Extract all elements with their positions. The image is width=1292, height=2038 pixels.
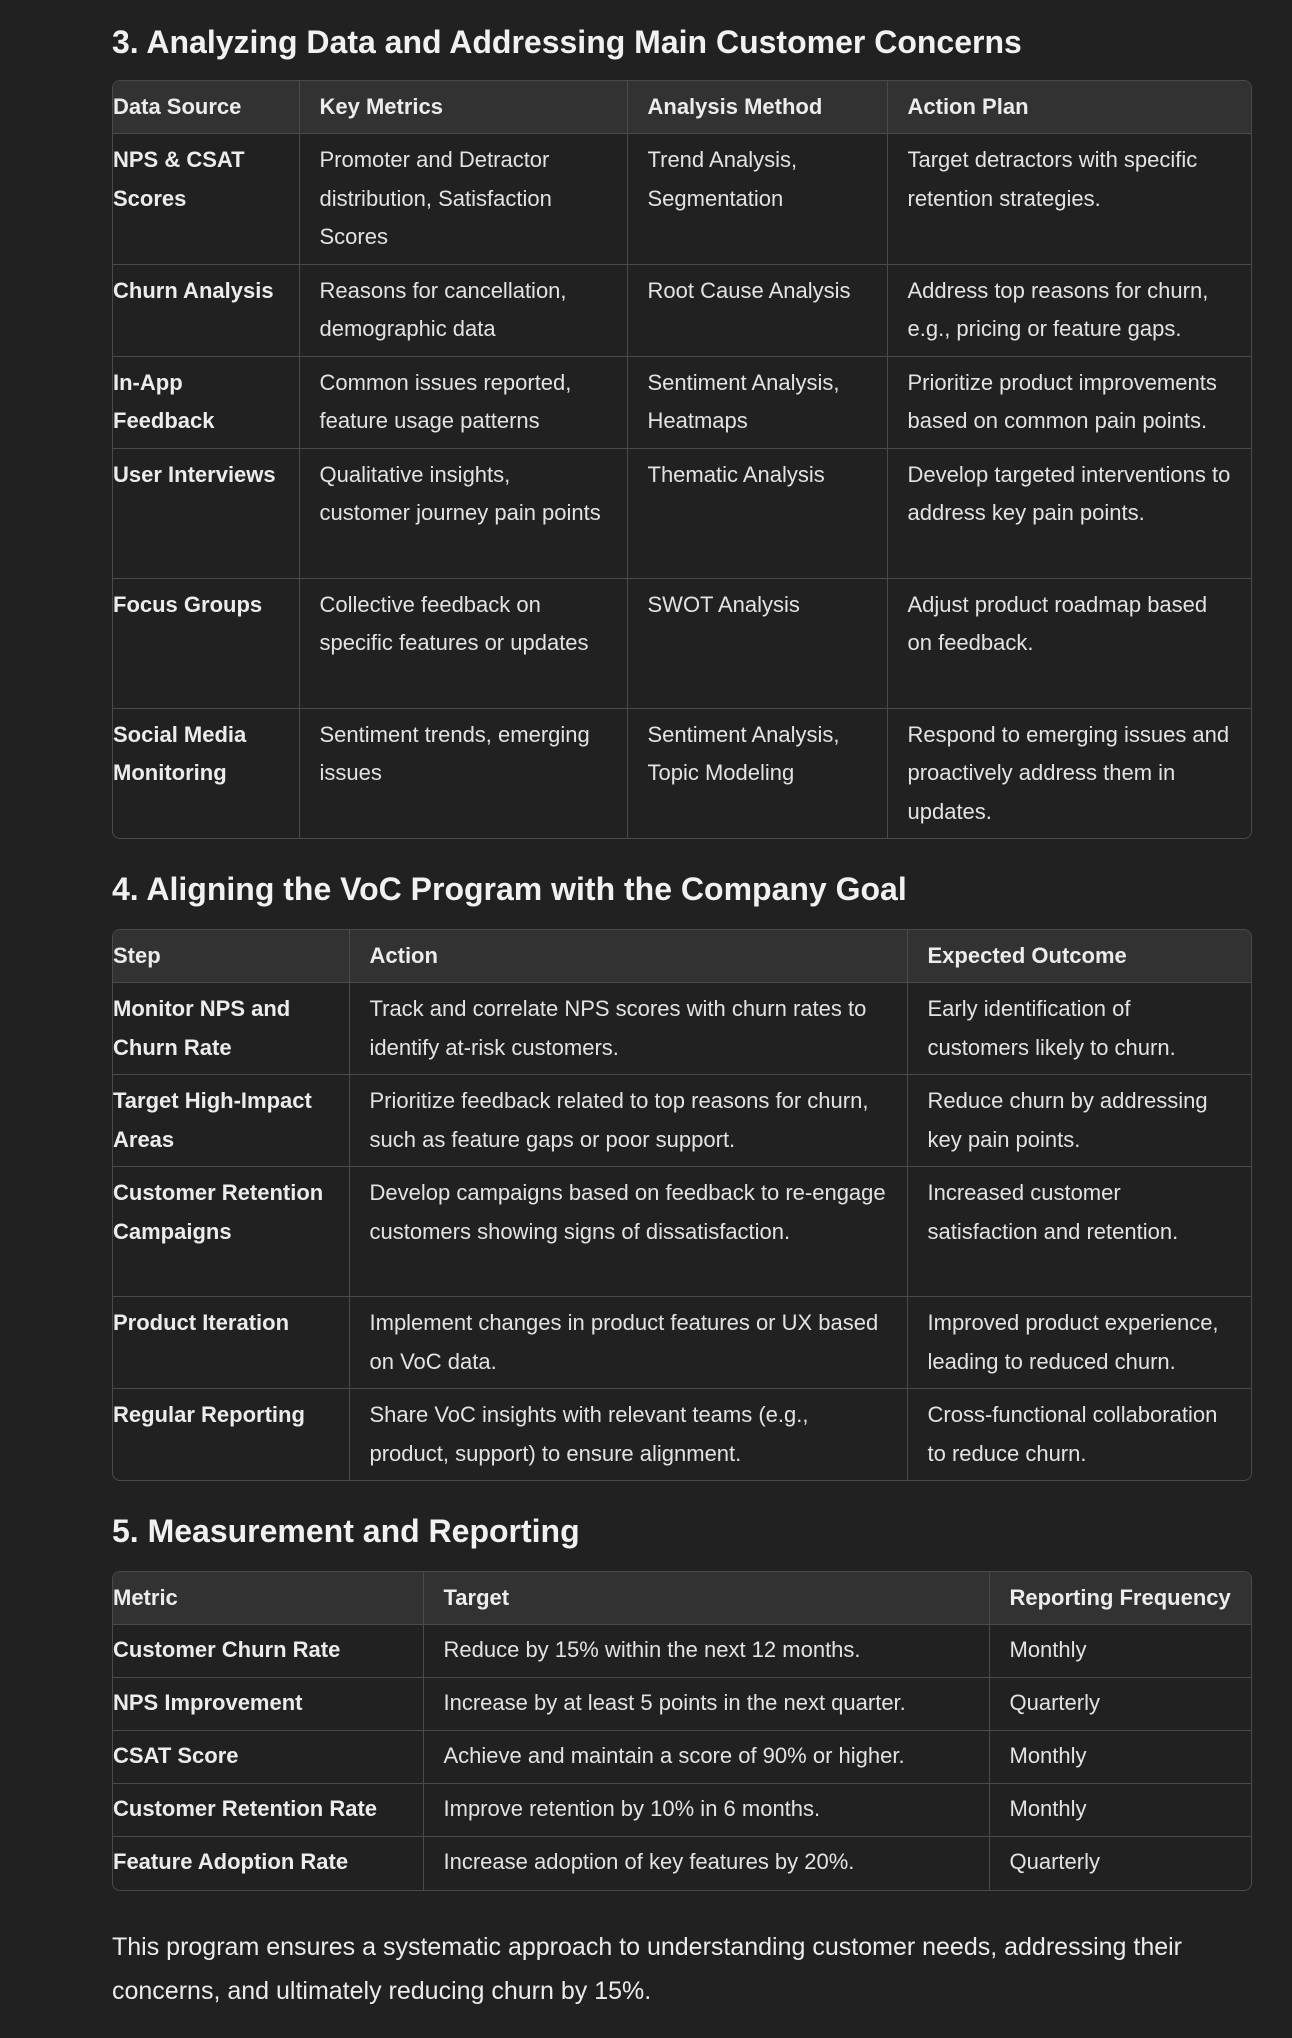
table-row	[113, 1075, 1252, 1167]
table-cell: Reduce by 15% within the next 12 months.	[423, 1625, 989, 1678]
table-row	[113, 1731, 1252, 1784]
response-content	[112, 0, 1252, 2038]
table-cell: User Interviews	[113, 448, 299, 578]
table-cell: Sentiment Analysis, Topic Modeling	[627, 708, 887, 838]
table-cell: Cross-functional collaboration to reduce churn.	[907, 1389, 1252, 1481]
table-header-row	[113, 81, 1252, 134]
table-cell: Churn Analysis	[113, 264, 299, 356]
table-cell: Reduce churn by addressing key pain points.	[907, 1075, 1252, 1167]
data-analysis-table-wrapper	[112, 80, 1252, 839]
table-cell: CSAT Score	[113, 1731, 423, 1784]
table-row	[113, 134, 1252, 265]
table-cell: SWOT Analysis	[627, 578, 887, 708]
table-row	[113, 1167, 1252, 1297]
table-cell: Quarterly	[989, 1837, 1252, 1890]
table-cell: NPS Improvement	[113, 1678, 423, 1731]
table-cell: Common issues reported, feature usage patterns	[299, 356, 627, 448]
column-header: Action Plan	[887, 81, 1252, 134]
table-cell: Implement changes in product features or UX based on VoC data.	[349, 1297, 907, 1389]
column-header: Data Source	[113, 81, 299, 134]
column-header: Expected Outcome	[907, 930, 1252, 983]
table-cell: Sentiment Analysis, Heatmaps	[627, 356, 887, 448]
column-header: Metric	[113, 1572, 423, 1625]
table-cell: Respond to emerging issues and proactively address them in updates.	[887, 708, 1252, 838]
section-3-heading: 3. Analyzing Data and Addressing Main Customer Concerns	[112, 24, 1022, 60]
table-cell: Monthly	[989, 1784, 1252, 1837]
column-header: Reporting Frequency	[989, 1572, 1252, 1625]
table-cell: Sentiment trends, emerging issues	[299, 708, 627, 838]
table-row	[113, 1678, 1252, 1731]
table-cell: Root Cause Analysis	[627, 264, 887, 356]
section-4-heading: 4. Aligning the VoC Program with the Company Goal	[112, 871, 907, 907]
table-row	[113, 1297, 1252, 1389]
table-header-row	[113, 1572, 1252, 1625]
table-cell: Prioritize product improvements based on common pain points.	[887, 356, 1252, 448]
table-cell: Collective feedback on specific features or updates	[299, 578, 627, 708]
alignment-table	[113, 930, 1252, 1480]
column-header: Analysis Method	[627, 81, 887, 134]
table-cell: Prioritize feedback related to top reasons for churn, such as feature gaps or poor support.	[349, 1075, 907, 1167]
table-cell: Quarterly	[989, 1678, 1252, 1731]
table-cell: Develop campaigns based on feedback to re-engage customers showing signs of dissatisfaction.	[349, 1167, 907, 1297]
table-row	[113, 578, 1252, 708]
table-cell: Increase adoption of key features by 20%.	[423, 1837, 989, 1890]
table-cell: Customer Churn Rate	[113, 1625, 423, 1678]
table-cell: Increased customer satisfaction and retention.	[907, 1167, 1252, 1297]
table-cell: Early identification of customers likely to churn.	[907, 983, 1252, 1075]
table-cell: Social Media Monitoring	[113, 708, 299, 838]
column-header: Action	[349, 930, 907, 983]
alignment-table-wrapper	[112, 929, 1252, 1481]
table-cell: Share VoC insights with relevant teams (e.g., product, support) to ensure alignment.	[349, 1389, 907, 1481]
column-header: Step	[113, 930, 349, 983]
table-cell: Promoter and Detractor distribution, Satisfaction Scores	[299, 134, 627, 265]
measurement-table-wrapper	[112, 1571, 1252, 1891]
closing-paragraph: This program ensures a systematic approach to understanding customer needs, addressing their concerns, and ultimately reducing churn by 15%.	[112, 1932, 1183, 2005]
table-cell: Address top reasons for churn, e.g., pricing or feature gaps.	[887, 264, 1252, 356]
table-cell: Monthly	[989, 1625, 1252, 1678]
table-cell: Adjust product roadmap based on feedback.	[887, 578, 1252, 708]
table-cell: Focus Groups	[113, 578, 299, 708]
table-cell: Target detractors with specific retention strategies.	[887, 134, 1252, 265]
column-header: Key Metrics	[299, 81, 627, 134]
table-row	[113, 264, 1252, 356]
section-5-heading: 5. Measurement and Reporting	[112, 1513, 580, 1549]
table-cell: Customer Retention Rate	[113, 1784, 423, 1837]
table-cell: Customer Retention Campaigns	[113, 1167, 349, 1297]
table-row	[113, 1389, 1252, 1481]
table-cell: Trend Analysis, Segmentation	[627, 134, 887, 265]
table-row	[113, 356, 1252, 448]
table-row	[113, 1784, 1252, 1837]
table-row	[113, 1837, 1252, 1890]
table-cell: Reasons for cancellation, demographic data	[299, 264, 627, 356]
table-row	[113, 448, 1252, 578]
table-cell: Track and correlate NPS scores with churn rates to identify at-risk customers.	[349, 983, 907, 1075]
table-cell: Monthly	[989, 1731, 1252, 1784]
table-cell: Monitor NPS and Churn Rate	[113, 983, 349, 1075]
column-header: Target	[423, 1572, 989, 1625]
table-cell: Achieve and maintain a score of 90% or higher.	[423, 1731, 989, 1784]
measurement-table	[113, 1572, 1252, 1890]
table-row	[113, 1625, 1252, 1678]
table-cell: Increase by at least 5 points in the next quarter.	[423, 1678, 989, 1731]
table-cell: Target High-Impact Areas	[113, 1075, 349, 1167]
table-row	[113, 983, 1252, 1075]
table-header-row	[113, 930, 1252, 983]
table-cell: Regular Reporting	[113, 1389, 349, 1481]
table-cell: Develop targeted interventions to address key pain points.	[887, 448, 1252, 578]
table-cell: Improved product experience, leading to reduced churn.	[907, 1297, 1252, 1389]
table-cell: Qualitative insights, customer journey pain points	[299, 448, 627, 578]
data-analysis-table	[113, 81, 1252, 838]
table-cell: NPS & CSAT Scores	[113, 134, 299, 265]
table-cell: Improve retention by 10% in 6 months.	[423, 1784, 989, 1837]
table-cell: Thematic Analysis	[627, 448, 887, 578]
table-cell: In-App Feedback	[113, 356, 299, 448]
table-row	[113, 708, 1252, 838]
table-cell: Product Iteration	[113, 1297, 349, 1389]
table-cell: Feature Adoption Rate	[113, 1837, 423, 1890]
